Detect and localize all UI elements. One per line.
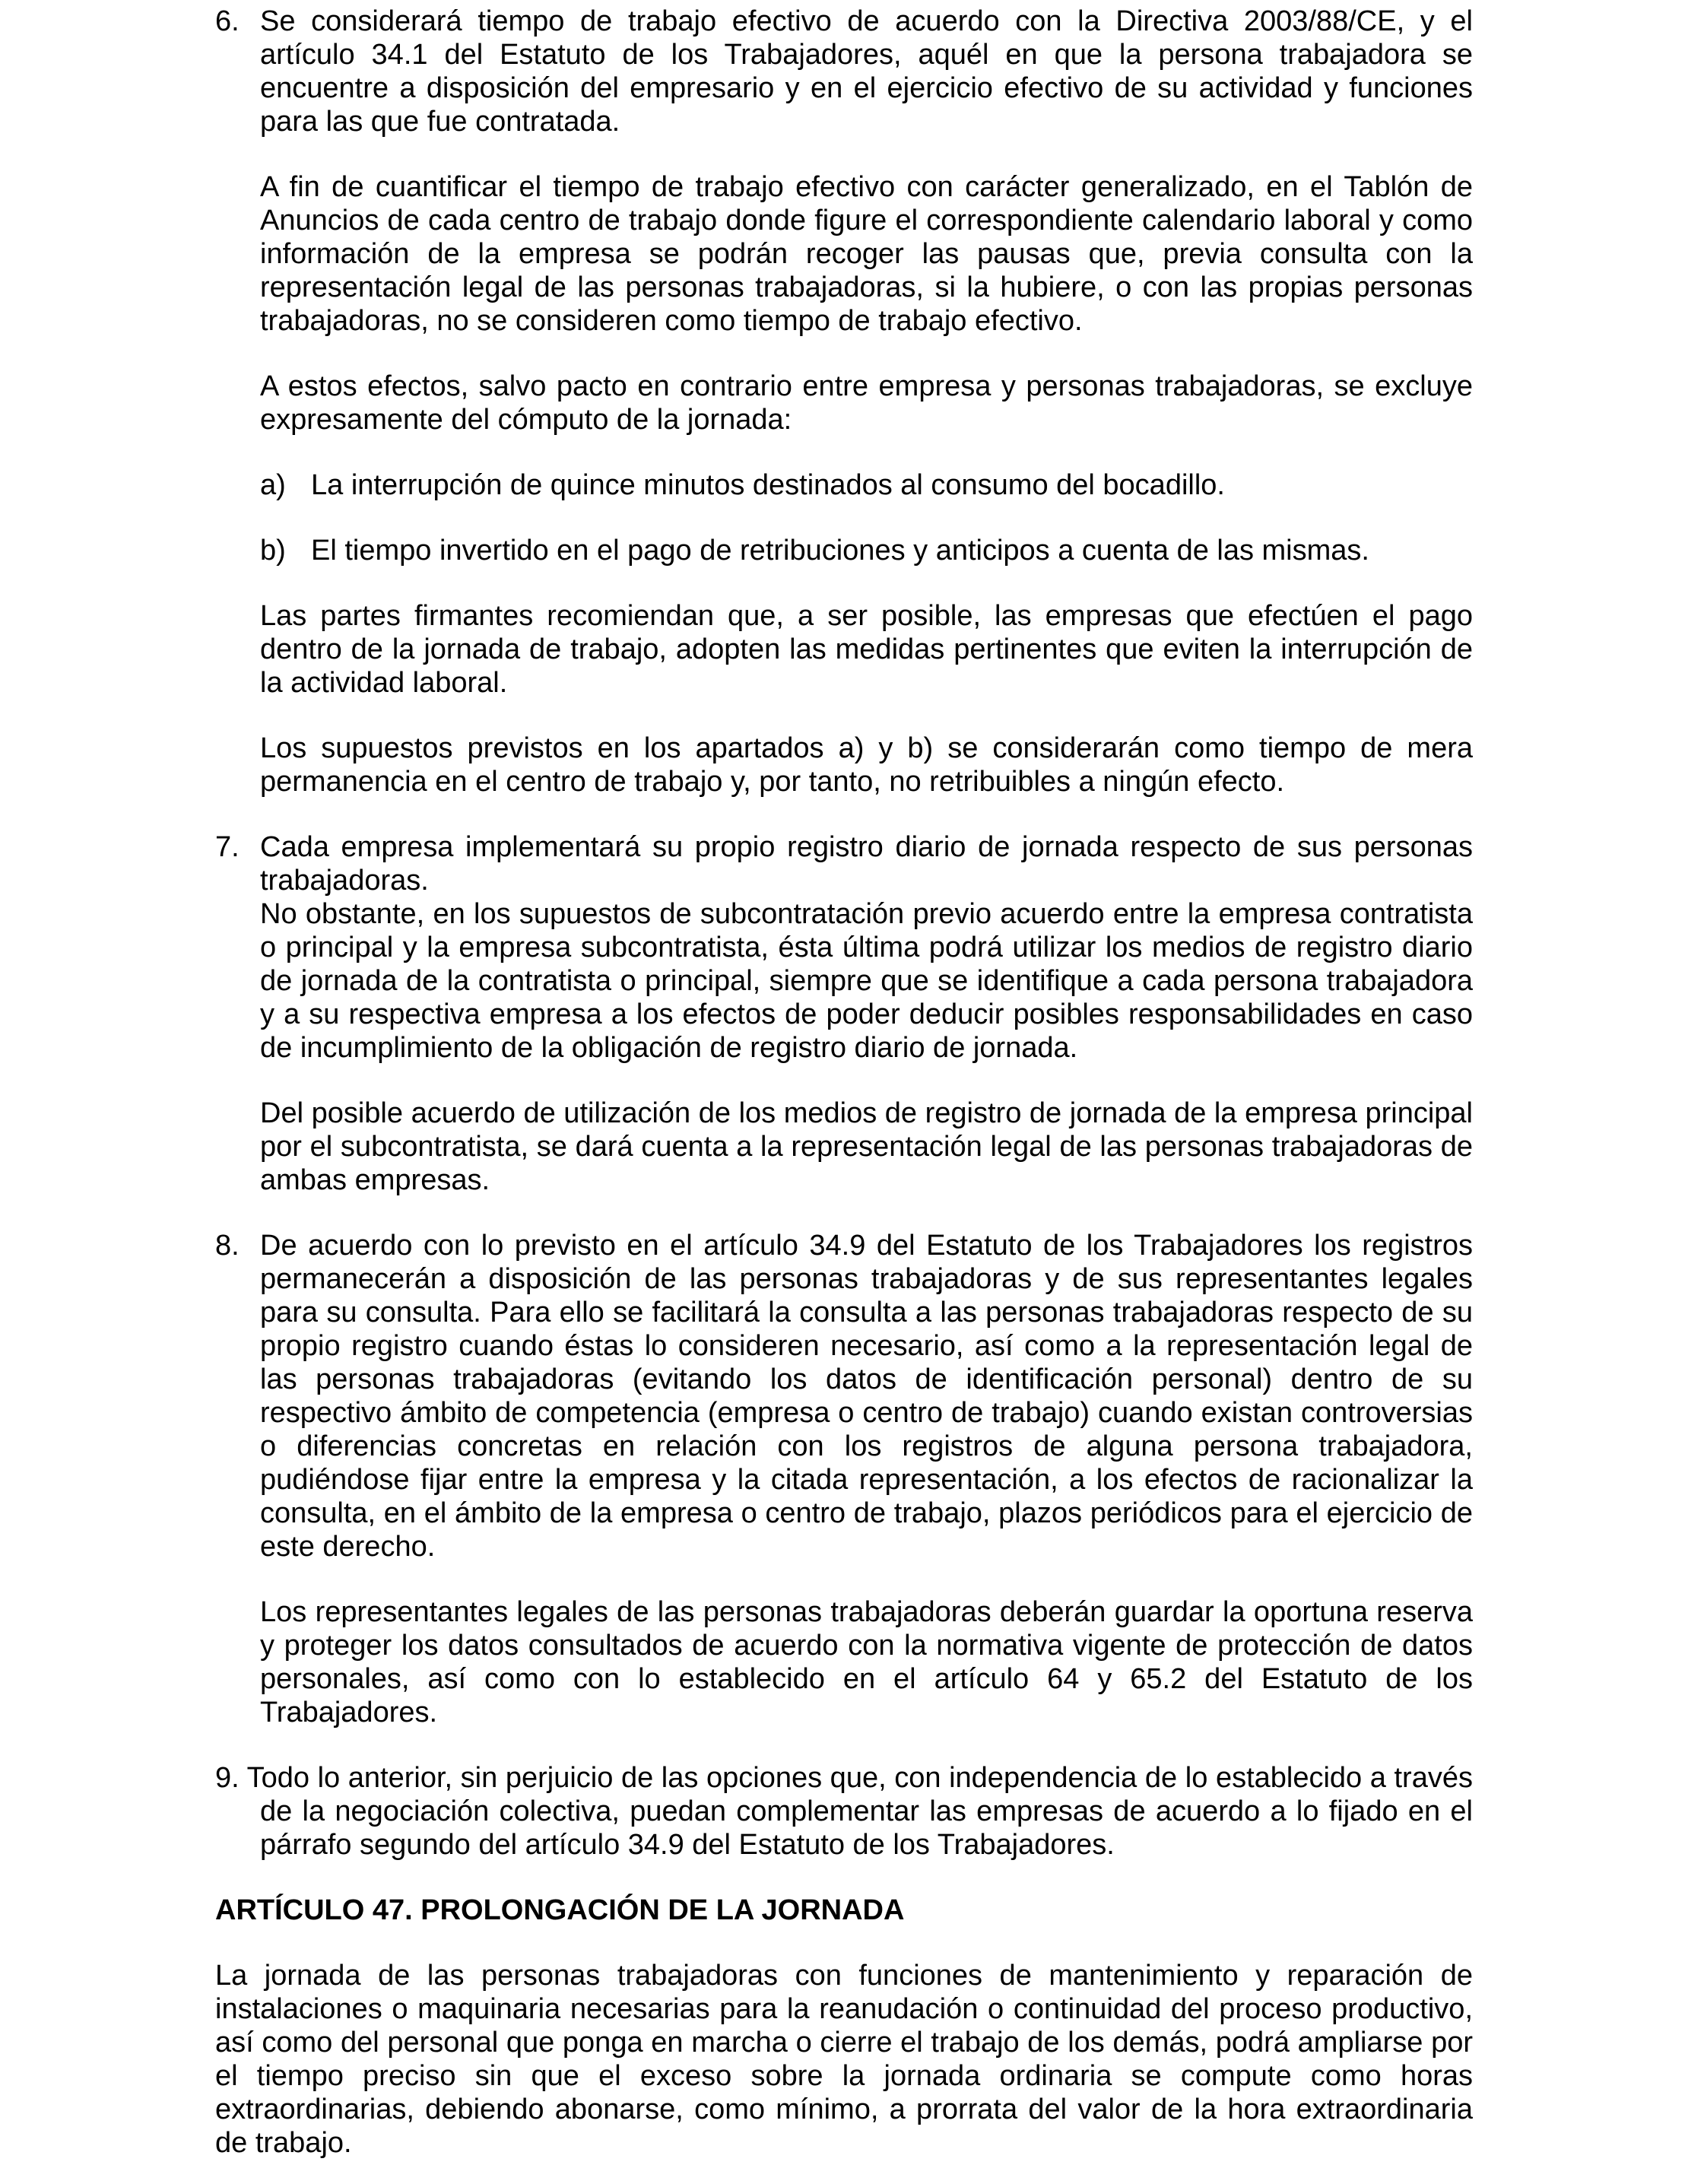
paragraph: Los supuestos previstos en los apartados a) y b) se considerarán como tiempo de mera permanencia en el centro de trabajo y, por tanto, no retribuibles a ningún efecto. — [260, 732, 1473, 798]
paragraph: Del posible acuerdo de utilización de los medios de registro de jornada de la empresa principal por el subcontratista, se dará cuenta a la representación legal de las personas trabajadoras de ambas empresas. — [260, 1097, 1473, 1196]
paragraph: A estos efectos, salvo pacto en contrario entre empresa y personas trabajadoras, se excluye expresamente del cómputo de la jornada: — [260, 370, 1473, 436]
paragraph: Cada empresa implementará su propio registro diario de jornada respecto de sus personas trabajadoras. — [260, 831, 1473, 897]
paragraph: De acuerdo con lo previsto en el artículo 34.9 del Estatuto de los Trabajadores los registros permanecerán a disposición de las personas trabajadoras y de sus representantes legales para su consulta. Para ello se facilitará la consulta a las personas trabajadoras respecto de su propio registro cuando éstas lo consideren necesario, así como a la representación legal de las personas trabajadoras (evitando los datos de identificación personal) dentro de su respectivo ámbito de competencia (empresa o centro de trabajo) cuando existan controversias o diferencias concretas en relación con los registros de alguna persona trabajadora, pudiéndose fijar entre la empresa y la citada representación, a los efectos de racionalizar la consulta, en el ámbito de la empresa o centro de trabajo, plazos periódicos para el ejercicio de este derecho. — [260, 1230, 1473, 1563]
list-item-9 — [215, 1761, 1473, 1862]
list-marker: b) — [260, 535, 286, 567]
item-number: 9. — [215, 1762, 240, 1794]
paragraph: Los representantes legales de las personas trabajadoras deberán guardar la oportuna reserva y proteger los datos consultados de acuerdo con la normativa vigente de protección de datos personales, así como con lo establecido en el artículo 64 y 65.2 del Estatuto de los Trabajadores. — [260, 1596, 1473, 1728]
paragraph: Se considerará tiempo de trabajo efectivo de acuerdo con la Directiva 2003/88/CE, y el artículo 34.1 del Estatuto de los Trabajadores, aquél en que la persona trabajadora se encuentre a disposición del empresario y en el ejercicio efectivo de su actividad y funciones para las que fue contratada. — [260, 5, 1473, 138]
item-number: 6. — [215, 5, 240, 37]
paragraph: No obstante, en los supuestos de subcontratación previo acuerdo entre la empresa contratista o principal y la empresa subcontratista, ésta última podrá utilizar los medios de registro diario de jornada de la contratista o principal, siempre que se identifique a cada persona trabajadora y a su respectiva empresa a los efectos de poder deducir posibles responsabilidades en caso de incumplimiento de la obligación de registro diario de jornada. — [260, 898, 1473, 1064]
item-number: 7. — [215, 831, 240, 863]
closing-paragraph: La jornada de las personas trabajadoras con funciones de mantenimiento y reparación de instalaciones o maquinaria necesarias para la reanudación o continuidad del proceso productivo, así como del personal que ponga en marcha o cierre el trabajo de los demás, podrá ampliarse por el tiempo preciso sin que el exceso sobre la jornada ordinaria se compute como horas extraordinarias, debiendo abonarse, como mínimo, a prorrata del valor de la hora extraordinaria de trabajo. — [215, 1960, 1473, 2159]
list-item-a — [260, 468, 1473, 502]
paragraph: Todo lo anterior, sin perjuicio de las opciones que, con independencia de lo establecido a través de la negociación colectiva, puedan complementar las empresas de acuerdo a lo fijado en el párrafo segundo del artículo 34.9 del Estatuto de los Trabajadores. — [246, 1762, 1473, 1861]
item-number: 8. — [215, 1230, 240, 1262]
list-item-b — [260, 534, 1473, 567]
list-item-6 — [215, 5, 1473, 798]
document-content — [215, 0, 1473, 2160]
paragraph: A fin de cuantificar el tiempo de trabajo efectivo con carácter generalizado, en el Tablón de Anuncios de cada centro de trabajo donde figure el correspondiente calendario laboral y como información de la empresa se podrán recoger las pausas que, previa consulta con la representación legal de las personas trabajadoras, si la hubiere, o con las propias personas trabajadoras, no se consideren como tiempo de trabajo efectivo. — [260, 171, 1473, 337]
list-item-8 — [215, 1229, 1473, 1729]
list-marker: a) — [260, 469, 286, 501]
paragraph: Las partes firmantes recomiendan que, a ser posible, las empresas que efectúen el pago dentro de la jornada de trabajo, adopten las medidas pertinentes que eviten la interrupción de la actividad laboral. — [260, 600, 1473, 699]
list-item-text: El tiempo invertido en el pago de retribuciones y anticipos a cuenta de las mismas. — [311, 535, 1369, 567]
list-item-text: La interrupción de quince minutos destinados al consumo del bocadillo. — [311, 469, 1225, 501]
list-item-7 — [215, 830, 1473, 1197]
section-heading: ARTÍCULO 47. PROLONGACIÓN DE LA JORNADA — [215, 1894, 905, 1926]
